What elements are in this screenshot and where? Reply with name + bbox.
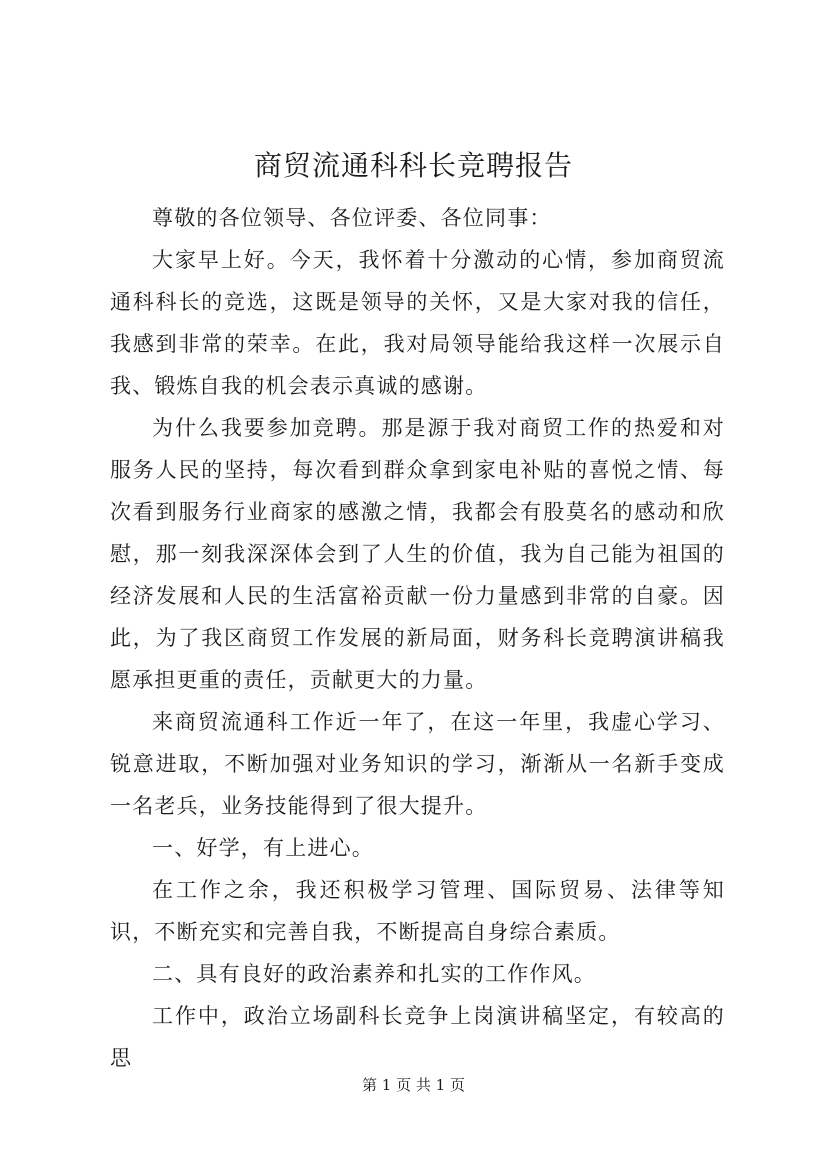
paragraph-heading-2: 二、具有良好的政治素养和扎实的工作作风。 [152,962,596,986]
paragraph-experience: 来商贸流通科工作近一年了，在这一年里，我虚心学习、锐意进取，不断加强对业务知识的学习，渐渐从一名新手变成一名老兵，业务技能得到了很大提升。 [110,710,725,818]
document-body [110,197,725,1079]
page-number-footer: 第 1 页 共 1 页 [362,1076,465,1094]
paragraph-heading-1: 一、好学，有上进心。 [152,836,374,860]
paragraph-study: 在工作之余，我还积极学习管理、国际贸易、法律等知识，不断充实和完善自我，不断提高自身综合素质。 [110,878,725,944]
document-title: 商贸流通科科长竞聘报告 [253,149,573,182]
paragraph-salutation: 尊敬的各位领导、各位评委、各位同事： [152,206,552,230]
paragraph-work-style: 工作中，政治立场副科长竞争上岗演讲稿坚定，有较高的思 [110,1004,725,1070]
paragraph-motivation: 为什么我要参加竞聘。那是源于我对商贸工作的热爱和对服务人民的坚持，每次看到群众拿到家电补贴的喜悦之情、每次看到服务行业商家的感激之情，我都会有股莫名的感动和欣慰，那一刻我深深体会到了人生的价值，我为自己能为祖国的经济发展和人民的生活富裕贡献一份力量感到非常的自豪。因此，为了我区商贸工作发展的新局面，财务科长竞聘演讲稿我愿承担更重的责任，贡献更大的力量。 [110,416,725,692]
paragraph-greeting: 大家早上好。今天，我怀着十分激动的心情，参加商贸流通科科长的竞选，这既是领导的关怀，又是大家对我的信任，我感到非常的荣幸。在此，我对局领导能给我这样一次展示自我、锻炼自我的机会表示真诚的感谢。 [110,248,725,398]
